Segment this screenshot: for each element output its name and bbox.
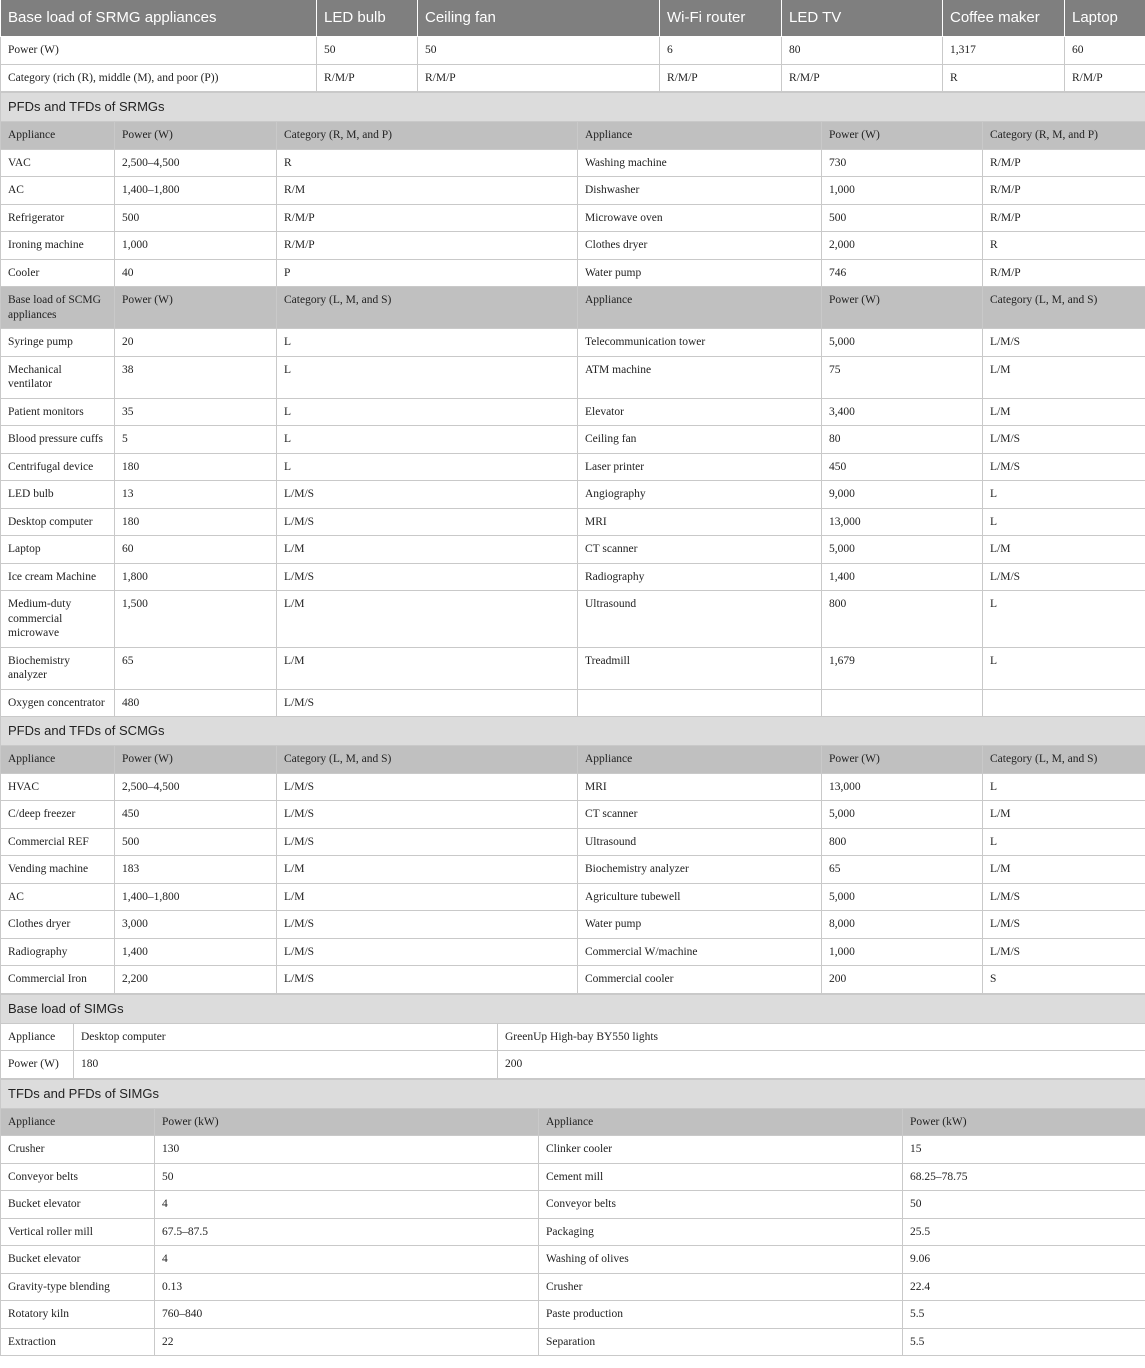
table-cell: 50 [155, 1163, 539, 1191]
table-cell: Desktop computer [1, 508, 115, 536]
table-cell: 9,000 [822, 481, 983, 509]
table-cell: 1,000 [822, 938, 983, 966]
table-cell: Clothes dryer [578, 232, 822, 260]
table-cell: 746 [822, 259, 983, 287]
table-cell: AC [1, 177, 115, 205]
table-row [1, 591, 1145, 648]
table-cell: Treadmill [578, 647, 822, 689]
table-row [1, 883, 1145, 911]
table-cell: 68.25–78.75 [903, 1163, 1145, 1191]
table-cell: 500 [115, 204, 277, 232]
table-cell: 13,000 [822, 508, 983, 536]
section-title: PFDs and TFDs of SRMGs [1, 93, 1145, 122]
column-header: Category (L, M, and S) [277, 287, 578, 329]
table-cell: L/M/S [983, 426, 1145, 454]
table-row [1, 64, 1145, 92]
table-cell: 500 [115, 828, 277, 856]
table-cell: Power (W) [1, 37, 317, 65]
column-header: Category (R, M, and P) [277, 122, 578, 150]
column-header-row [1, 1108, 1145, 1136]
table-row [1, 1163, 1145, 1191]
table-cell: L/M/S [277, 938, 578, 966]
table-cell: 200 [498, 1051, 1145, 1079]
table-row [1, 481, 1145, 509]
table-cell: GreenUp High-bay BY550 lights [498, 1023, 1145, 1051]
table-cell: L/M/S [277, 689, 578, 717]
table-cell: L [277, 356, 578, 398]
table-cell: Conveyor belts [1, 1163, 155, 1191]
table-cell: R/M/P [277, 232, 578, 260]
table-row [1, 204, 1145, 232]
table-cell: Elevator [578, 398, 822, 426]
table-cell: Biochemistry analyzer [578, 856, 822, 884]
table-cell: L [983, 481, 1145, 509]
column-header: Category (L, M, and S) [277, 746, 578, 774]
table-cell: 4 [155, 1246, 539, 1274]
table-cell: L/M [983, 536, 1145, 564]
column-header: Power (W) [115, 122, 277, 150]
table-cell: R/M/P [317, 64, 418, 92]
section-title: TFDs and PFDs of SIMGs [1, 1079, 1145, 1108]
table-cell: 20 [115, 329, 277, 357]
table-cell: Gravity-type blending [1, 1273, 155, 1301]
table-row [1, 1218, 1145, 1246]
table-cell: Laptop [1, 536, 115, 564]
column-header: Power (kW) [155, 1108, 539, 1136]
table-cell: Oxygen concentrator [1, 689, 115, 717]
table-cell: Commercial REF [1, 828, 115, 856]
table-cell: Appliance [1, 1023, 74, 1051]
srmg-base-table [0, 0, 1145, 92]
table-cell: L [277, 426, 578, 454]
table-row [1, 689, 1145, 717]
table-row [1, 1023, 1145, 1051]
table-cell: L/M [983, 856, 1145, 884]
table-cell: 180 [74, 1051, 498, 1079]
table-cell: Commercial Iron [1, 966, 115, 994]
column-header-row [1, 287, 1145, 329]
column-header: Appliance [1, 746, 115, 774]
table-cell: L [277, 329, 578, 357]
table-cell: R/M [277, 177, 578, 205]
table-cell: 3,000 [115, 911, 277, 939]
table-cell: 8,000 [822, 911, 983, 939]
table-cell: Bucket elevator [1, 1191, 155, 1219]
table-cell: L [983, 508, 1145, 536]
table-cell: 13,000 [822, 773, 983, 801]
table-cell: Clinker cooler [539, 1136, 903, 1164]
table-row [1, 1191, 1145, 1219]
table-cell: 38 [115, 356, 277, 398]
table-cell: ATM machine [578, 356, 822, 398]
table-cell: 2,500–4,500 [115, 149, 277, 177]
table-cell: Blood pressure cuffs [1, 426, 115, 454]
srmg-scmg-table [0, 92, 1145, 994]
table-cell: Separation [539, 1328, 903, 1356]
table-cell: R/M/P [660, 64, 782, 92]
table-cell: 1,317 [943, 37, 1065, 65]
table-cell: 65 [115, 647, 277, 689]
table-cell: P [277, 259, 578, 287]
table-cell: 2,000 [822, 232, 983, 260]
table-cell: Washing machine [578, 149, 822, 177]
table-row [1, 37, 1145, 65]
table-cell: 15 [903, 1136, 1145, 1164]
table-cell: Water pump [578, 259, 822, 287]
table-cell: 50 [903, 1191, 1145, 1219]
table-cell: Laser printer [578, 453, 822, 481]
table-cell: 60 [1065, 37, 1145, 65]
table-cell: Ice cream Machine [1, 563, 115, 591]
table-cell: 5 [115, 426, 277, 454]
table-cell: L [277, 453, 578, 481]
table-cell: L/M [983, 801, 1145, 829]
table-cell: Paste production [539, 1301, 903, 1329]
table-cell: 730 [822, 149, 983, 177]
table-row [1, 1246, 1145, 1274]
table-cell: CT scanner [578, 801, 822, 829]
table-row [1, 356, 1145, 398]
table-cell: 800 [822, 828, 983, 856]
header-cell: LED TV [782, 0, 943, 37]
table-cell: HVAC [1, 773, 115, 801]
header-cell: Base load of SRMG appliances [1, 0, 317, 37]
table-cell: L/M [983, 398, 1145, 426]
table-cell: 180 [115, 508, 277, 536]
table-cell: 1,000 [822, 177, 983, 205]
table-cell: 5.5 [903, 1301, 1145, 1329]
section-title: PFDs and TFDs of SCMGs [1, 717, 1145, 746]
table-cell: Crusher [1, 1136, 155, 1164]
table-cell: Vending machine [1, 856, 115, 884]
table-cell: Mechanical ventilator [1, 356, 115, 398]
table-cell: L/M [277, 883, 578, 911]
table-row [1, 856, 1145, 884]
table-cell: 200 [822, 966, 983, 994]
table-cell: Biochemistry analyzer [1, 647, 115, 689]
section-title-row [1, 93, 1145, 122]
column-header: Power (W) [822, 287, 983, 329]
table-cell: 35 [115, 398, 277, 426]
table-cell: L [983, 773, 1145, 801]
table-cell: Power (W) [1, 1051, 74, 1079]
column-header: Appliance [1, 122, 115, 150]
table-cell: Radiography [1, 938, 115, 966]
table-row [1, 508, 1145, 536]
table-row [1, 647, 1145, 689]
table-cell: 183 [115, 856, 277, 884]
table-cell: Patient monitors [1, 398, 115, 426]
table-cell: R [943, 64, 1065, 92]
header-cell: Ceiling fan [418, 0, 660, 37]
table-row [1, 911, 1145, 939]
table-cell: 450 [822, 453, 983, 481]
table-cell: Category (rich (R), middle (M), and poor (P)) [1, 64, 317, 92]
table-cell: R [277, 149, 578, 177]
column-header: Appliance [1, 1108, 155, 1136]
table-cell: Refrigerator [1, 204, 115, 232]
table-row [1, 177, 1145, 205]
table-cell: L/M/S [277, 508, 578, 536]
table-cell: Centrifugal device [1, 453, 115, 481]
table-cell: Radiography [578, 563, 822, 591]
table-cell: 1,679 [822, 647, 983, 689]
table-cell: R/M/P [782, 64, 943, 92]
table-cell: L/M [277, 536, 578, 564]
table-row [1, 1328, 1145, 1356]
table-row [1, 828, 1145, 856]
table-cell: R/M/P [983, 204, 1145, 232]
simg-base-table [0, 994, 1145, 1079]
table-cell: 40 [115, 259, 277, 287]
table-cell: L [277, 398, 578, 426]
table-cell: 5,000 [822, 536, 983, 564]
srmg-base-header-row [1, 0, 1145, 37]
table-row [1, 398, 1145, 426]
table-cell: Extraction [1, 1328, 155, 1356]
table-cell: L/M/S [277, 563, 578, 591]
table-cell: 13 [115, 481, 277, 509]
table-row [1, 1301, 1145, 1329]
section-title-row [1, 994, 1145, 1023]
table-cell [578, 689, 822, 717]
table-cell: R/M/P [983, 259, 1145, 287]
section-title: Base load of SIMGs [1, 994, 1145, 1023]
table-cell: 1,400 [822, 563, 983, 591]
table-cell: 1,400–1,800 [115, 883, 277, 911]
table-cell: 450 [115, 801, 277, 829]
table-cell: 760–840 [155, 1301, 539, 1329]
table-cell: 180 [115, 453, 277, 481]
table-cell: 800 [822, 591, 983, 648]
table-cell: L/M/S [277, 828, 578, 856]
table-row [1, 563, 1145, 591]
table-cell: R [983, 232, 1145, 260]
section-title-row [1, 1079, 1145, 1108]
table-cell: L/M/S [983, 883, 1145, 911]
table-cell: L/M/S [983, 453, 1145, 481]
table-cell: L/M/S [983, 938, 1145, 966]
table-cell: R/M/P [1065, 64, 1145, 92]
table-cell: Telecommunication tower [578, 329, 822, 357]
table-cell: L/M [277, 856, 578, 884]
table-cell: Commercial W/machine [578, 938, 822, 966]
table-cell: Ultrasound [578, 828, 822, 856]
table-row [1, 1136, 1145, 1164]
table-cell: CT scanner [578, 536, 822, 564]
table-row [1, 1051, 1145, 1079]
table-cell: Crusher [539, 1273, 903, 1301]
table-cell: Clothes dryer [1, 911, 115, 939]
table-cell: 50 [317, 37, 418, 65]
table-row [1, 329, 1145, 357]
table-cell: 1,000 [115, 232, 277, 260]
simg-flex-table [0, 1079, 1145, 1357]
table-cell: 1,500 [115, 591, 277, 648]
table-cell: 5,000 [822, 883, 983, 911]
table-cell: L [983, 828, 1145, 856]
table-cell: Ceiling fan [578, 426, 822, 454]
table-cell: 22.4 [903, 1273, 1145, 1301]
table-cell: 6 [660, 37, 782, 65]
table-cell: 4 [155, 1191, 539, 1219]
column-header: Power (W) [822, 746, 983, 774]
table-cell: Desktop computer [74, 1023, 498, 1051]
table-cell: Water pump [578, 911, 822, 939]
table-cell: L/M/S [277, 481, 578, 509]
table-cell: L/M/S [277, 773, 578, 801]
section-title-row [1, 717, 1145, 746]
table-cell: LED bulb [1, 481, 115, 509]
table-cell: 25.5 [903, 1218, 1145, 1246]
table-cell: Dishwasher [578, 177, 822, 205]
column-header: Appliance [539, 1108, 903, 1136]
table-cell: L/M [983, 356, 1145, 398]
table-cell: 5,000 [822, 801, 983, 829]
table-cell: 1,400 [115, 938, 277, 966]
table-cell: 3,400 [822, 398, 983, 426]
table-row [1, 259, 1145, 287]
table-cell: S [983, 966, 1145, 994]
column-header: Appliance [578, 746, 822, 774]
table-cell: AC [1, 883, 115, 911]
header-cell: LED bulb [317, 0, 418, 37]
table-cell: 500 [822, 204, 983, 232]
table-cell: Agriculture tubewell [578, 883, 822, 911]
table-cell: L/M/S [277, 801, 578, 829]
table-cell: 5.5 [903, 1328, 1145, 1356]
table-cell: Cement mill [539, 1163, 903, 1191]
table-cell: 130 [155, 1136, 539, 1164]
table-row [1, 966, 1145, 994]
column-header: Category (L, M, and S) [983, 287, 1145, 329]
column-header-row [1, 122, 1145, 150]
table-cell: 80 [782, 37, 943, 65]
column-header: Appliance [578, 122, 822, 150]
table-row [1, 232, 1145, 260]
table-cell: Bucket elevator [1, 1246, 155, 1274]
table-cell: R/M/P [277, 204, 578, 232]
table-cell: 80 [822, 426, 983, 454]
table-cell: MRI [578, 773, 822, 801]
table-cell: L/M/S [277, 966, 578, 994]
table-cell: 22 [155, 1328, 539, 1356]
table-cell: Angiography [578, 481, 822, 509]
table-row [1, 801, 1145, 829]
column-header: Category (L, M, and S) [983, 746, 1145, 774]
table-cell: R/M/P [418, 64, 660, 92]
table-cell: 1,400–1,800 [115, 177, 277, 205]
table-cell: C/deep freezer [1, 801, 115, 829]
table-cell: 9.06 [903, 1246, 1145, 1274]
column-header: Power (W) [822, 122, 983, 150]
column-header: Category (R, M, and P) [983, 122, 1145, 150]
table-cell: 67.5–87.5 [155, 1218, 539, 1246]
table-cell: L/M/S [277, 911, 578, 939]
table-cell: L [983, 647, 1145, 689]
table-cell: L/M [277, 647, 578, 689]
table-cell: 60 [115, 536, 277, 564]
table-cell: Vertical roller mill [1, 1218, 155, 1246]
table-cell: Ultrasound [578, 591, 822, 648]
table-cell: L/M/S [983, 329, 1145, 357]
header-cell: Coffee maker [943, 0, 1065, 37]
table-cell: Commercial cooler [578, 966, 822, 994]
table-cell: 1,800 [115, 563, 277, 591]
column-header: Power (W) [115, 287, 277, 329]
table-cell: Syringe pump [1, 329, 115, 357]
table-cell: 480 [115, 689, 277, 717]
table-cell: 75 [822, 356, 983, 398]
table-cell: Microwave oven [578, 204, 822, 232]
table-row [1, 426, 1145, 454]
table-cell: L/M/S [983, 911, 1145, 939]
header-cell: Wi-Fi router [660, 0, 782, 37]
table-cell: L/M/S [983, 563, 1145, 591]
column-header: Appliance [578, 287, 822, 329]
table-cell: Medium-duty commercial microwave [1, 591, 115, 648]
table-cell: R/M/P [983, 149, 1145, 177]
table-cell: 0.13 [155, 1273, 539, 1301]
table-cell: MRI [578, 508, 822, 536]
table-row [1, 773, 1145, 801]
table-cell: Cooler [1, 259, 115, 287]
column-header: Base load of SCMG appliances [1, 287, 115, 329]
table-cell: R/M/P [983, 177, 1145, 205]
table-cell: Packaging [539, 1218, 903, 1246]
column-header: Power (kW) [903, 1108, 1145, 1136]
table-cell: 65 [822, 856, 983, 884]
table-row [1, 938, 1145, 966]
table-row [1, 536, 1145, 564]
table-row [1, 453, 1145, 481]
table-row [1, 149, 1145, 177]
table-cell: 2,200 [115, 966, 277, 994]
header-cell: Laptop [1065, 0, 1145, 37]
table-cell: 5,000 [822, 329, 983, 357]
table-cell: Ironing machine [1, 232, 115, 260]
table-cell: Washing of olives [539, 1246, 903, 1274]
table-cell: Rotatory kiln [1, 1301, 155, 1329]
column-header: Power (W) [115, 746, 277, 774]
table-cell: VAC [1, 149, 115, 177]
column-header-row [1, 746, 1145, 774]
table-cell: 50 [418, 37, 660, 65]
table-row [1, 1273, 1145, 1301]
table-cell: L/M [277, 591, 578, 648]
table-cell [983, 689, 1145, 717]
table-cell: L [983, 591, 1145, 648]
table-cell: 2,500–4,500 [115, 773, 277, 801]
table-cell: Conveyor belts [539, 1191, 903, 1219]
table-cell [822, 689, 983, 717]
